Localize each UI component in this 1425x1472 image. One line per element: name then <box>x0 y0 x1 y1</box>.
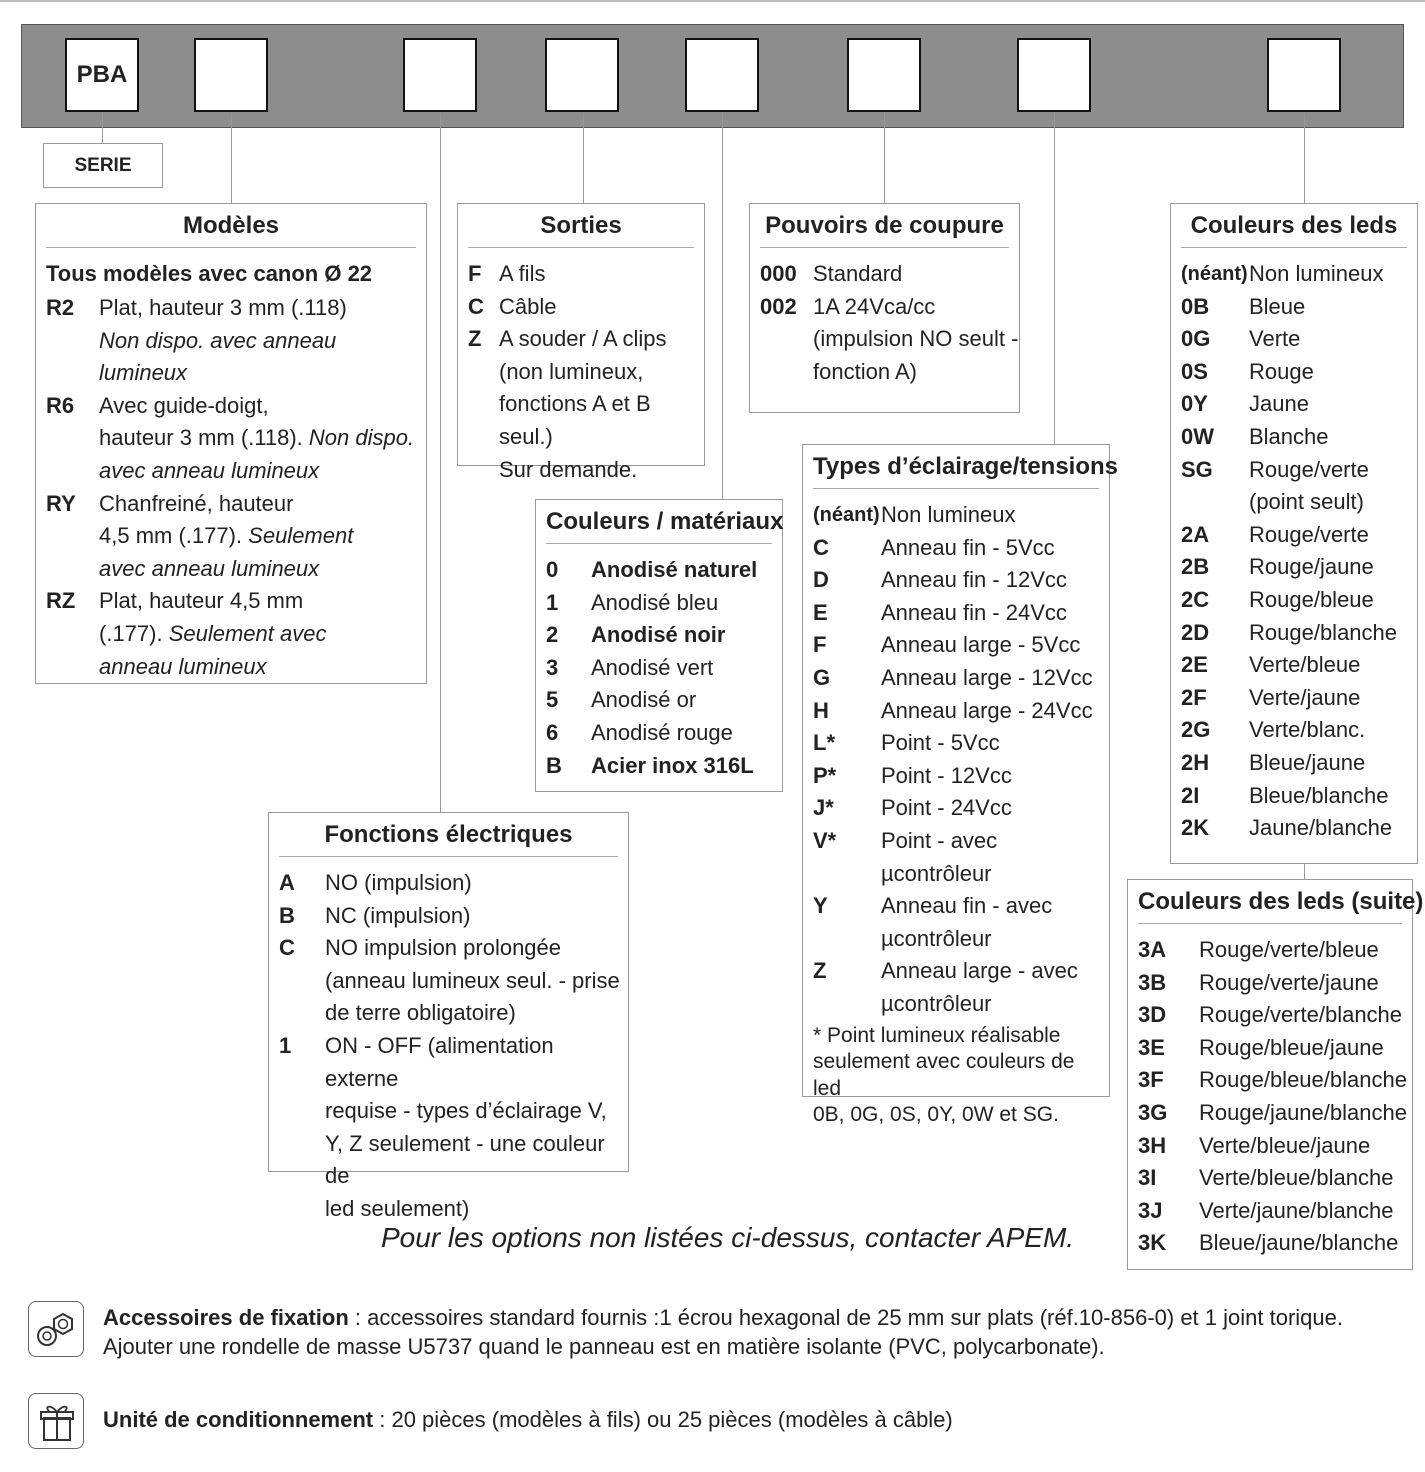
modele-desc: Plat, hauteur 4,5 mm <box>99 588 304 614</box>
item-code: P* <box>813 762 837 788</box>
item-desc: led seulement) <box>325 1195 470 1221</box>
item-desc: Jaune/blanche <box>1249 815 1393 841</box>
item-code: L* <box>813 730 835 756</box>
item-desc: Verte/bleue/blanche <box>1199 1165 1394 1191</box>
item-code: 2F <box>1181 684 1207 710</box>
list-item <box>546 554 782 587</box>
item-code <box>760 323 813 356</box>
modele-code: R2 <box>46 295 75 320</box>
modele-rz <box>46 585 426 618</box>
item-desc: Verte <box>1249 326 1301 352</box>
list-item <box>1138 1130 1412 1163</box>
item-desc: (non lumineux, <box>499 358 644 384</box>
item-code: 0W <box>1181 423 1214 449</box>
item-desc: Anodisé naturel <box>591 557 758 582</box>
item-desc: Anneau large - 5Vcc <box>881 632 1081 658</box>
accessoires-label: Accessoires de fixation <box>103 1305 349 1330</box>
modele-code: RY <box>46 490 76 516</box>
item-desc: A souder / A clips <box>499 326 667 352</box>
fonctions-title: Fonctions électriques <box>279 821 618 857</box>
list-item <box>813 695 1109 728</box>
modele-r2-note <box>46 325 426 390</box>
list-item <box>279 1193 628 1226</box>
list-item <box>813 597 1109 630</box>
list-item <box>468 388 704 453</box>
modele-ry-line2 <box>46 520 426 553</box>
item-desc: Anneau fin - avec <box>881 893 1053 919</box>
item-code: (néant) <box>1181 263 1248 285</box>
list-item <box>1181 682 1417 715</box>
modele-desc: (.177). <box>99 620 169 646</box>
modele-desc: hauteur 3 mm (.118). <box>99 425 309 451</box>
item-desc: (impulsion NO seult - <box>813 326 1019 352</box>
accessoires-line1: : accessoires standard fournis :1 écrou hexagonal de 25 mm sur plats (réf.10-856-0) et 1 joint torique. <box>348 1305 1343 1330</box>
item-code: 3G <box>1138 1099 1168 1125</box>
item-desc: Rouge/verte <box>1249 521 1369 547</box>
modele-desc: Seulement avec <box>168 620 327 646</box>
list-item <box>546 619 782 652</box>
list-item <box>546 684 782 717</box>
modele-desc: avec anneau lumineux <box>99 555 320 581</box>
couleurs-materiaux-list <box>536 554 782 782</box>
accessoires-line2: Ajouter une rondelle de masse U5737 quand le panneau est en matière isolante (PVC, polycarbonate). <box>103 1334 1105 1359</box>
item-desc: Rouge/blanche <box>1249 619 1398 645</box>
slot-eclairage <box>1017 38 1091 112</box>
list-item <box>279 997 628 1030</box>
item-code: 5 <box>546 687 559 713</box>
item-desc: NC (impulsion) <box>325 902 471 928</box>
item-desc: µcontrôleur <box>881 925 992 951</box>
item-code <box>279 1193 325 1226</box>
item-desc: Anneau fin - 12Vcc <box>881 567 1067 593</box>
modele-desc: Non dispo. <box>308 425 415 451</box>
item-code <box>813 923 881 956</box>
list-item <box>813 564 1109 597</box>
item-code: 2G <box>1181 717 1211 743</box>
item-desc: Non lumineux <box>881 502 1016 527</box>
list-item <box>1181 356 1417 389</box>
item-desc: Anneau fin - 5Vcc <box>881 534 1055 560</box>
item-desc: Anodisé vert <box>591 654 714 680</box>
item-desc: Bleue/jaune/blanche <box>1199 1230 1399 1256</box>
modeles-box <box>35 203 427 684</box>
list-item <box>813 629 1109 662</box>
item-code: 0G <box>1181 326 1211 352</box>
item-code: 3A <box>1138 937 1167 962</box>
modele-desc: avec anneau lumineux <box>99 457 320 483</box>
item-code: G <box>813 664 831 690</box>
item-code: 2I <box>1181 782 1200 808</box>
item-desc: Standard <box>813 261 903 286</box>
list-item <box>760 291 1019 324</box>
item-desc: fonctions A et B seul.) <box>499 391 651 449</box>
modele-desc: anneau lumineux <box>99 653 267 679</box>
list-item <box>760 356 1019 389</box>
item-code <box>279 1128 325 1193</box>
contact-note: Pour les options non listées ci-dessus, contacter APEM. <box>381 1222 1075 1253</box>
item-desc: Bleue/jaune <box>1249 749 1366 775</box>
hex-nut-icon <box>28 1301 84 1357</box>
pouvoirs-box <box>749 203 1020 413</box>
item-code: SG <box>1181 456 1213 482</box>
slot-modele <box>194 38 268 112</box>
item-code: D <box>813 567 829 593</box>
list-item <box>1181 454 1417 487</box>
modele-rz-line3 <box>46 651 426 684</box>
list-item <box>813 532 1109 565</box>
item-desc: µcontrôleur <box>881 990 992 1016</box>
eclairage-note-line: * Point lumineux réalisable <box>813 1023 1061 1047</box>
item-code: 2E <box>1181 652 1208 678</box>
item-desc: Rouge/bleue/jaune <box>1199 1034 1384 1060</box>
connector-leds <box>1304 113 1305 204</box>
item-desc: Rouge/verte/bleue <box>1199 937 1379 962</box>
eclairage-note-line: 0B, 0G, 0S, 0Y, 0W et SG. <box>813 1103 1059 1126</box>
fonctions-list <box>269 867 628 1226</box>
item-desc: Verte/jaune <box>1249 684 1361 710</box>
item-code <box>813 988 881 1021</box>
item-code: 3K <box>1138 1230 1167 1256</box>
list-item <box>1181 519 1417 552</box>
item-desc: Blanche <box>1249 423 1329 449</box>
list-item <box>1138 1097 1412 1130</box>
item-code: E <box>813 599 828 625</box>
list-item <box>468 291 704 324</box>
item-desc: Non lumineux <box>1249 261 1384 286</box>
list-item <box>546 652 782 685</box>
modele-rz-line2 <box>46 618 426 651</box>
item-code: 3D <box>1138 1002 1167 1028</box>
item-code: 0B <box>1181 293 1210 319</box>
item-code <box>279 1095 325 1128</box>
item-desc: Anneau large - avec <box>881 958 1078 984</box>
list-item <box>813 499 1109 532</box>
item-code: Z <box>813 958 827 984</box>
list-item <box>1181 388 1417 421</box>
modele-r2 <box>46 292 426 325</box>
list-item <box>468 258 704 291</box>
item-desc: Verte/bleue/jaune <box>1199 1132 1371 1158</box>
leds-suite-box <box>1127 879 1424 1270</box>
item-desc: Y, Z seulement - une couleur de <box>325 1130 605 1189</box>
item-desc: NO (impulsion) <box>325 870 472 895</box>
list-item <box>279 965 628 998</box>
item-code: 3J <box>1138 1197 1163 1223</box>
item-code: 3E <box>1138 1034 1165 1060</box>
modele-code: RZ <box>46 588 76 614</box>
item-desc: Verte/blanc. <box>1249 717 1366 743</box>
list-item <box>1181 551 1417 584</box>
sorties-box <box>457 203 705 482</box>
slot-serie <box>65 38 139 112</box>
sorties-title: Sorties <box>468 212 694 248</box>
sorties-list <box>458 258 704 486</box>
list-item <box>546 717 782 750</box>
list-item <box>468 356 704 389</box>
pouvoirs-title: Pouvoirs de coupure <box>760 212 1009 248</box>
item-code: 2B <box>1181 554 1210 580</box>
modele-r6-line2 <box>46 422 426 455</box>
item-desc: Acier inox 316L <box>591 752 754 778</box>
modele-desc: Chanfreiné, hauteur <box>99 490 294 516</box>
modele-desc: 4,5 mm (.177). <box>99 523 249 549</box>
item-desc: Anodisé rouge <box>591 719 733 745</box>
modeles-subtitle: Tous modèles avec canon Ø 22 <box>46 261 373 286</box>
item-code: 3B <box>1138 969 1167 995</box>
modele-desc: Non dispo. avec anneau lumineux <box>99 327 337 386</box>
list-item <box>1138 1032 1412 1065</box>
couleurs-materiaux-box <box>535 499 783 792</box>
item-code: J* <box>813 795 834 821</box>
gift-box-icon <box>28 1393 84 1449</box>
item-code: 2D <box>1181 619 1210 645</box>
list-item <box>279 932 628 965</box>
item-code: C <box>279 935 295 961</box>
item-desc: Câble <box>499 293 557 319</box>
item-code: 000 <box>760 261 797 286</box>
modele-ry-line3 <box>46 553 426 586</box>
item-code: F <box>468 261 482 286</box>
list-item <box>279 1030 628 1095</box>
item-desc: Verte/bleue <box>1249 652 1361 678</box>
item-code <box>279 997 325 1030</box>
connector-sorties <box>583 113 584 204</box>
item-desc: ON - OFF (alimentation externe <box>325 1032 554 1091</box>
connector-eclairage <box>1054 113 1055 445</box>
list-item <box>760 323 1019 356</box>
connector-pouvoirs <box>884 113 885 204</box>
leds-list <box>1171 258 1417 845</box>
item-code: 3I <box>1138 1165 1157 1191</box>
list-item <box>1181 258 1417 291</box>
item-desc: Anneau large - 24Vcc <box>881 697 1093 723</box>
item-desc: (anneau lumineux seul. - prise <box>325 967 620 993</box>
item-code: C <box>468 293 484 319</box>
item-desc: A fils <box>499 261 546 286</box>
list-item <box>1181 812 1417 845</box>
list-item <box>1181 780 1417 813</box>
item-code <box>468 388 499 453</box>
slot-pouvoir-coupure <box>847 38 921 112</box>
list-item <box>813 890 1109 923</box>
list-item <box>1181 486 1417 519</box>
item-desc: Point - 12Vcc <box>881 762 1012 788</box>
item-code: B <box>546 752 562 778</box>
top-rule <box>0 0 1425 2</box>
item-code: 2H <box>1181 749 1210 775</box>
couleurs-materiaux-title: Couleurs / matériaux <box>546 508 772 544</box>
item-desc: Rouge/bleue/blanche <box>1199 1067 1407 1093</box>
list-item <box>468 454 704 487</box>
serie-label: SERIE <box>43 143 163 188</box>
list-item <box>760 258 1019 291</box>
item-desc: Anodisé bleu <box>591 589 719 615</box>
connector-fonctions <box>440 113 441 812</box>
modeles-title: Modèles <box>46 212 416 248</box>
item-desc: Rouge/verte/jaune <box>1199 969 1379 995</box>
list-item <box>813 955 1109 988</box>
item-desc: Anodisé or <box>591 687 697 713</box>
item-code: Z <box>468 326 482 352</box>
list-item <box>1138 1227 1412 1260</box>
item-code: 2C <box>1181 586 1210 612</box>
list-item <box>813 792 1109 825</box>
item-desc: Verte/jaune/blanche <box>1199 1197 1394 1223</box>
connector-serie <box>102 113 103 143</box>
item-desc: Anneau large - 12Vcc <box>881 664 1093 690</box>
modele-code: R6 <box>46 392 75 418</box>
list-item <box>813 760 1109 793</box>
item-code: 002 <box>760 293 797 319</box>
list-item <box>546 587 782 620</box>
item-desc: Anodisé noir <box>591 622 726 648</box>
slot-serie-text: PBA <box>76 61 128 88</box>
modele-desc: Plat, hauteur 3 mm (.118) <box>99 295 347 320</box>
item-code: B <box>279 902 295 928</box>
item-code <box>468 454 499 487</box>
item-code: 3F <box>1138 1067 1164 1093</box>
list-item <box>1138 1195 1412 1228</box>
item-code: 1 <box>279 1032 292 1058</box>
eclairage-box <box>802 444 1119 1126</box>
item-desc: Jaune <box>1249 391 1309 417</box>
item-code: 0 <box>546 557 559 582</box>
eclairage-title: Types d’éclairage/tensions <box>813 453 1099 489</box>
item-desc: Rouge <box>1249 358 1314 384</box>
item-code: 3H <box>1138 1132 1167 1158</box>
item-desc: Point - 5Vcc <box>881 730 1000 756</box>
item-code: V* <box>813 827 837 853</box>
item-desc: Point - avec µcontrôleur <box>881 827 998 886</box>
item-desc: Sur demande. <box>499 456 638 482</box>
list-item <box>1181 323 1417 356</box>
eclairage-note <box>803 1023 1109 1129</box>
modele-desc: Seulement <box>248 523 354 549</box>
eclairage-list <box>803 499 1109 1021</box>
accessoires-text <box>103 1303 1343 1361</box>
item-desc: (point seult) <box>1249 489 1364 515</box>
item-code: 1 <box>546 589 559 615</box>
modele-desc: Avec guide-doigt, <box>99 392 269 418</box>
list-item <box>279 867 628 900</box>
list-item <box>813 727 1109 760</box>
connector-modeles <box>231 113 232 204</box>
list-item <box>279 1128 628 1193</box>
leds-title: Couleurs des leds <box>1181 212 1407 248</box>
item-code <box>279 965 325 998</box>
conditionnement-text <box>103 1405 953 1434</box>
list-item <box>279 900 628 933</box>
item-desc: Rouge/jaune/blanche <box>1199 1099 1407 1125</box>
list-item <box>1181 617 1417 650</box>
item-code: 0S <box>1181 358 1208 384</box>
list-item <box>1138 934 1412 967</box>
item-code: F <box>813 632 827 658</box>
item-desc: NO impulsion prolongée <box>325 935 562 961</box>
connector-couleurs-materiaux <box>722 113 723 500</box>
list-item <box>1181 747 1417 780</box>
list-item <box>813 923 1109 956</box>
slot-couleur-materiau <box>685 38 759 112</box>
item-desc: fonction A) <box>813 358 917 384</box>
connector-leds-suite <box>1304 864 1305 879</box>
item-code <box>1181 486 1249 519</box>
item-code <box>468 356 499 389</box>
slot-fonction <box>403 38 477 112</box>
list-item <box>1181 291 1417 324</box>
eclairage-note-line: seulement avec couleurs de led <box>813 1050 1075 1100</box>
item-code: A <box>279 870 295 895</box>
item-code: Y <box>813 893 828 919</box>
modele-r6 <box>46 390 426 423</box>
list-item <box>1138 1162 1412 1195</box>
list-item <box>1138 1064 1412 1097</box>
item-code <box>760 356 813 389</box>
item-desc: Point - 24Vcc <box>881 795 1012 821</box>
slot-sortie <box>545 38 619 112</box>
item-code: 0Y <box>1181 391 1208 417</box>
item-code: C <box>813 534 829 560</box>
slot-couleur-led <box>1267 38 1341 112</box>
leds-suite-title: Couleurs des leds (suite) <box>1138 888 1402 924</box>
list-item <box>813 825 1109 890</box>
item-desc: Anneau fin - 24Vcc <box>881 599 1067 625</box>
item-desc: Rouge/bleue <box>1249 586 1374 612</box>
conditionnement-detail: : 20 pièces (modèles à fils) ou 25 pièces (modèles à câble) <box>373 1407 953 1432</box>
item-desc: Bleue/blanche <box>1249 782 1389 808</box>
item-code: 3 <box>546 654 559 680</box>
pouvoirs-list <box>750 258 1019 388</box>
item-desc: Bleue <box>1249 293 1306 319</box>
list-item <box>813 662 1109 695</box>
item-code: 6 <box>546 719 559 745</box>
modele-r6-line3 <box>46 455 426 488</box>
leds-box <box>1170 203 1418 864</box>
item-desc: 1A 24Vca/cc <box>813 293 936 319</box>
item-desc: Rouge/verte/blanche <box>1199 1002 1403 1028</box>
list-item <box>1138 999 1412 1032</box>
item-desc: de terre obligatoire) <box>325 1000 516 1026</box>
modele-ry <box>46 488 426 521</box>
leds-suite-list <box>1128 934 1412 1260</box>
item-desc: Rouge/verte <box>1249 456 1369 482</box>
list-item <box>546 750 782 783</box>
list-item <box>279 1095 628 1128</box>
list-item <box>813 988 1109 1021</box>
fonctions-box <box>268 812 629 1221</box>
conditionnement-label: Unité de conditionnement <box>103 1407 374 1432</box>
list-item <box>1181 649 1417 682</box>
item-code: (néant) <box>813 504 880 526</box>
list-item <box>1181 421 1417 454</box>
item-desc: requise - types d’éclairage V, <box>325 1098 607 1124</box>
list-item <box>1138 967 1412 1000</box>
item-code: 2K <box>1181 815 1210 841</box>
list-item <box>468 323 704 356</box>
item-desc: Rouge/jaune <box>1249 554 1374 580</box>
item-code: 2A <box>1181 521 1210 547</box>
item-code: 2 <box>546 622 559 648</box>
list-item <box>1181 584 1417 617</box>
list-item <box>1181 714 1417 747</box>
item-code: H <box>813 697 829 723</box>
